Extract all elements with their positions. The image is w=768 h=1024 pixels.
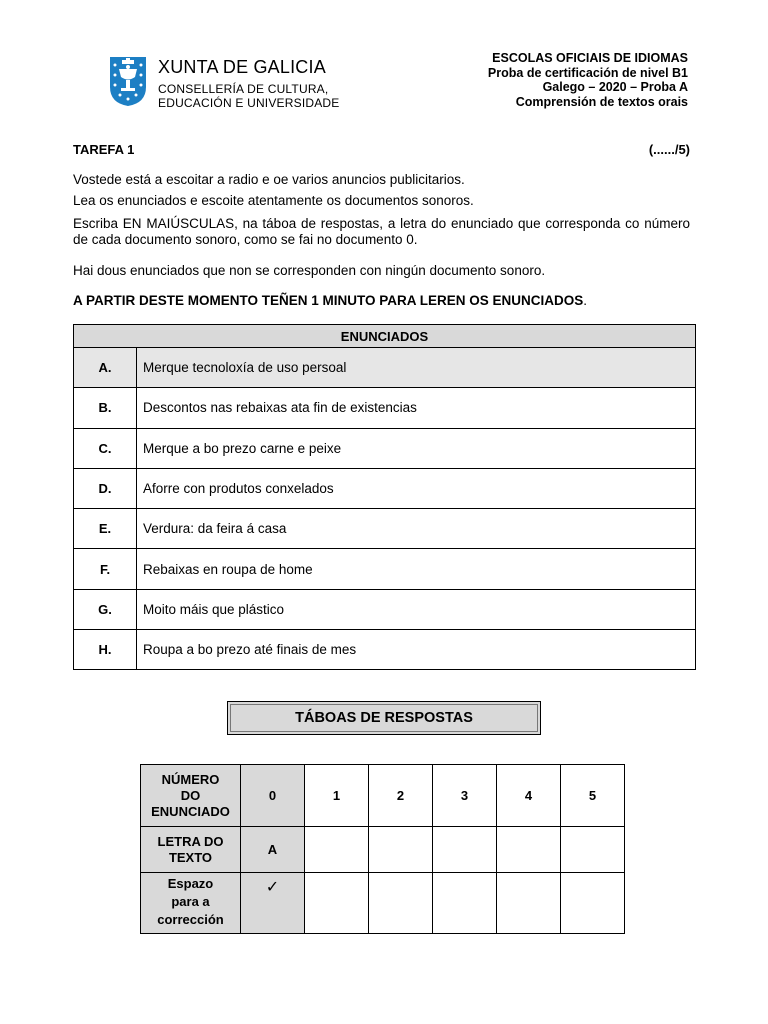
enunciado-letter: C. — [74, 428, 137, 468]
correction-row-header — [141, 873, 241, 934]
enunciados-header-row — [74, 325, 696, 348]
task-title: TAREFA 1 — [73, 142, 135, 157]
enunciado-row-g — [74, 589, 696, 629]
instruction-4: Hai dous enunciados que non se corresponden con ningún documento sonoro. — [73, 263, 546, 278]
enunciado-row-f — [74, 549, 696, 589]
org-name: XUNTA DE GALICIA — [158, 57, 326, 77]
enunciado-letter: A. — [74, 348, 137, 388]
number-row-header — [141, 765, 241, 827]
enunciado-text: Roupa a bo prezo até finais de mes — [137, 630, 696, 670]
answers-title: TÁBOAS DE RESPOSTAS — [227, 701, 541, 735]
letter-row-header — [141, 827, 241, 873]
correction-cell-2 — [369, 873, 433, 934]
instruction-5-end: . — [583, 293, 588, 308]
department-line-2: EDUCACIÓN E UNIVERSIDADE — [158, 96, 340, 110]
correction-cell-5 — [561, 873, 625, 934]
enunciado-text: Merque tecnoloxía de uso persoal — [137, 348, 696, 388]
correction-cell-4 — [497, 873, 561, 934]
exam-school: ESCOLAS OFICIAIS DE IDIOMAS — [492, 51, 688, 65]
coat-of-arms-icon — [108, 55, 148, 107]
check-icon: ✓ — [241, 873, 305, 934]
number-cell-5: 5 — [561, 765, 625, 827]
task-score: (....../5) — [648, 142, 690, 157]
department-name — [158, 82, 340, 110]
enunciado-letter: H. — [74, 630, 137, 670]
number-cell-4: 4 — [497, 765, 561, 827]
enunciado-letter: B. — [74, 388, 137, 428]
letter-row-header-line-2: TEXTO — [168, 849, 213, 865]
enunciado-text: Descontos nas rebaixas ata fin de existencias — [137, 388, 696, 428]
enunciado-letter: F. — [74, 549, 137, 589]
department-line-1: CONSELLERÍA DE CULTURA, — [158, 82, 329, 96]
answer-input-4[interactable] — [497, 827, 561, 873]
correction-row-header-line-3: corrección — [157, 912, 224, 927]
enunciado-row-a — [74, 348, 696, 388]
letter-row-header-line-1: LETRA DO — [157, 833, 224, 849]
answer-input-2[interactable] — [369, 827, 433, 873]
enunciado-row-e — [74, 509, 696, 549]
number-row-header-line-2: DO — [180, 787, 201, 803]
instruction-1: Vostede está a escoitar a radio e oe varios anuncios publicitarios. — [73, 172, 465, 187]
enunciado-letter: E. — [74, 509, 137, 549]
answer-input-5[interactable] — [561, 827, 625, 873]
answers-letter-row — [141, 827, 625, 873]
exam-level: Proba de certificación de nivel B1 — [487, 65, 688, 80]
enunciado-text: Moito máis que plástico — [137, 589, 696, 629]
instruction-3: Escriba EN MAIÚSCULAS, na táboa de respostas, a letra do enunciado que corresponda co número de cada documento sonoro, como se fai no documento 0. — [73, 216, 690, 247]
enunciado-letter: G. — [74, 589, 137, 629]
enunciados-header: ENUNCIADOS — [74, 325, 696, 348]
number-row-header-line-3: ENUNCIADO — [151, 803, 230, 819]
number-cell-3: 3 — [433, 765, 497, 827]
enunciado-text: Verdura: da feira á casa — [137, 509, 696, 549]
enunciado-row-d — [74, 468, 696, 508]
correction-row-header-line-1: Espazo — [167, 876, 214, 891]
number-cell-0: 0 — [241, 765, 305, 827]
enunciados-table — [73, 324, 696, 670]
correction-cell-1 — [305, 873, 369, 934]
exam-info — [488, 51, 688, 109]
answers-table — [140, 764, 625, 934]
enunciado-text: Aforre con produtos conxelados — [137, 468, 696, 508]
number-row-header-line-1: NÚMERO — [161, 771, 220, 787]
answer-input-1[interactable] — [305, 827, 369, 873]
answer-input-3[interactable] — [433, 827, 497, 873]
instruction-5 — [73, 293, 690, 309]
answers-number-row — [141, 765, 625, 827]
answers-correction-row — [141, 873, 625, 934]
number-cell-1: 1 — [305, 765, 369, 827]
exam-section: Comprensión de textos orais — [515, 94, 688, 109]
enunciado-text: Rebaixas en roupa de home — [137, 549, 696, 589]
exam-year: Galego – 2020 – Proba A — [542, 80, 688, 94]
enunciado-row-b — [74, 388, 696, 428]
correction-row-header-line-2: para a — [171, 894, 210, 909]
enunciado-row-c — [74, 428, 696, 468]
enunciado-row-h — [74, 630, 696, 670]
correction-cell-3 — [433, 873, 497, 934]
enunciado-letter: D. — [74, 468, 137, 508]
number-cell-2: 2 — [369, 765, 433, 827]
enunciado-text: Merque a bo prezo carne e peixe — [137, 428, 696, 468]
example-letter-cell: A — [241, 827, 305, 873]
instruction-2: Lea os enunciados e escoite atentamente os documentos sonoros. — [73, 193, 474, 208]
instruction-5-bold: A PARTIR DESTE MOMENTO TEÑEN 1 MINUTO PARA LEREN OS ENUNCIADOS — [73, 293, 584, 308]
xunta-logo — [108, 55, 348, 110]
